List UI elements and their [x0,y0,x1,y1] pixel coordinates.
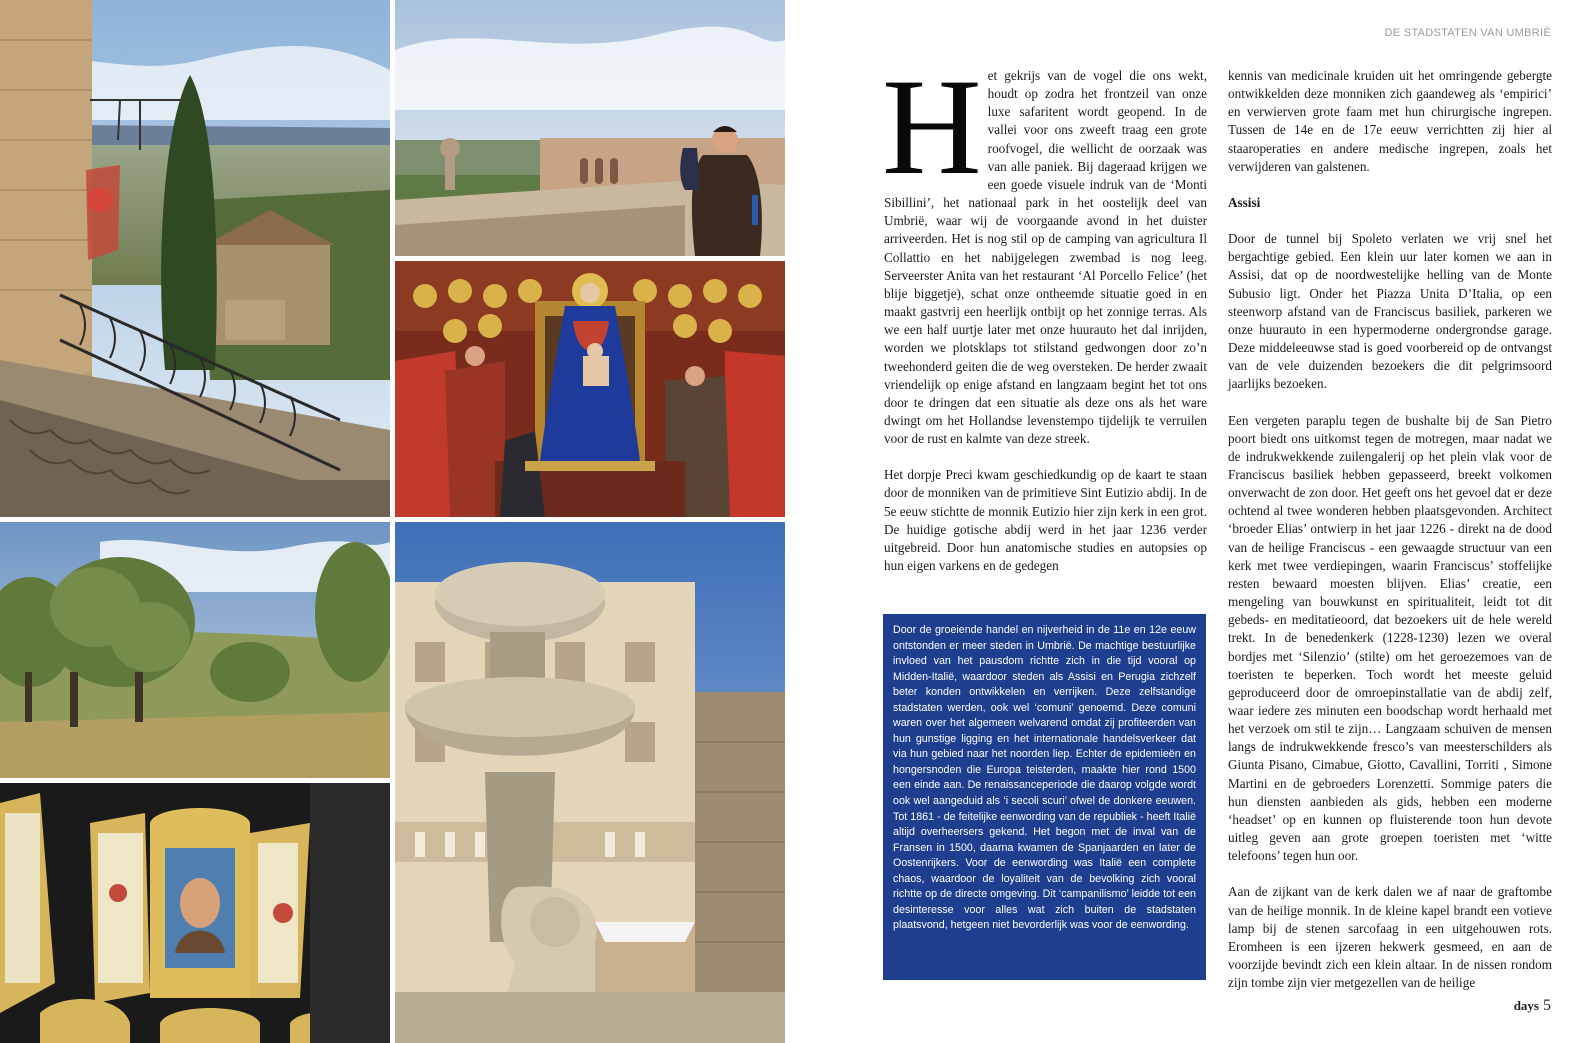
photo-madonna-fresco [395,261,785,517]
page-folio [1514,997,1551,1015]
article-paragraph: Een vergeten paraplu tegen de bushalte bij de San Pietro poort biedt ons uitkomst tegen de motregen, maar nadat we de indrukwekkende zuilengalerij op het plein vlak voor de Franciscus basiliek hebben gepasseerd, breekt volkomen onverwacht de zon door. Het geeft ons het gevoel dat er deze ochtend al twee wonderen hebben plaatsgevonden. Architect ‘broeder Elias’ ontwierp in het jaar 1226 - direkt na de dood van de heilige Franciscus - een gewaagde structuur van een kerk met twee verdiepingen, waarin Franciscus’ stoffelijke resten bewaard moesten blijven. Elias’ creatie, een mengeling van bouwkunst en spiritualiteit, leidt tot dit gebeds- en meditatieoord, dat bezoekers uit de hele wereld trekt. In de benedenkerk (1228-1230) lezen we overal bordjes met ‘Silenzio’ (stilte) om het geroezemoes van de toeristen te beperken. Toch wordt het meeste geluid geproduceerd door de omroepinstallatie van de abdij zelf, waar iedere zes minuten een boodschap wordt herhaald met het verzoek om stil te zijn… Langzaam schuiven de mensen langs de indrukwekkende fresco’s van meesterschilders als Giunta Pisano, Cimabue, Giotto, Cavallini, Torriti , Simone Martini en de gebroeders Lorenzetti. Sommige paters die hun diensten aanbieden als gids, hebben een moderne ‘headset’ op en kunnen op fluisterende toon hun devote uitleg geven aan grote groepen toeristen met ‘witte telefoons’ tegen hun oor. [1228,412,1552,864]
history-sidebar-box [883,614,1206,980]
paragraph-text: et gekrijs van de vogel die ons wekt, houdt op zodra het frontzeil van onze luxe safaritent wordt geopend. In de vallei voor ons zweeft traag een grote roofvogel, die wellicht de oorzaak was van alle paniek. Bij dageraad krijgen we een goede visuele indruk van de ‘Monti Sibillini’, het nationaal park in het oostelijk deel van Umbrië, waar wij de voorgaande avond in het duister arriveerden. Het is nog stil op de camping van agricultura Il Collattio en het nabijgelegen zwembad is nog leeg. Serveerster Anita van het restaurant ‘Al Porcello Felice’ (het blije biggetje), schat onze ontheemde situatie goed in en maakt gastvrij een heerlijk ontbijt op het zonnige terras. Als we een half uurtje later met onze huurauto het dal inrijden, worden we plotsklaps tot stilstand gedwongen door zo’n tweehonderd geiten die de weg oversteken. De herder zwaait vriendelijk op enige afstand en langzaam begint het tot ons door te dringen dat een situatie als deze ons als het ware dwingt om het Hollandse levenstempo tijdelijk te verruilen voor de rust en kalmte van deze streek. [884,68,1207,447]
photo-olive-grove [0,522,390,778]
photo-fountain-square [395,522,785,1043]
article-column-2 [1228,67,1552,992]
article-paragraph [882,50,1207,448]
sidebar-text: Door de groeiende handel en nijverheid in de 11e en 12e eeuw ontstonden er meer steden in Umbrië. De machtige bestuurlijke invloed van het pausdom richtte zich in die tijd vooral op Midden-Italië, waardoor steden als Assisi en Perugia zichzelf beter konden ontwikkelen en verrijken. Deze zelfstandige stadstaten werden, ook wel ‘comuni’ genoemd. Deze comuni waren over het algemeen welvarend omdat zij profiteerden van hun gunstige ligging en het internationale handelsverkeer dat via hun gebied naar het noorden liep. Echter de epidemieën en hongersnoden die Europa teisterden, maakte hier rond 1500 een einde aan. De renaissanceperiode die daarop volgde wordt ook wel aangeduid als ‘i secoli scuri’ ofwel de donkere eeuwen. Tot 1861 - de feitelijke eenwording van de republiek - heeft Italië altijd overheersers gekend. Het begon met de inval van de Fransen in 1500, daarna kwamen de Spanjaarden en later de Oostenrijkers. Voor de eenwording was Italië een complete chaos, waardoor de loyaliteit van de bevolking zich vooral richtte op de directe omgeving. Dit ‘campanilismo’ leidde tot een desinteresse voor alles wat zich buiten de stadstaten plaatsvond, hetgeen niet bevorderlijk was voor de eenwording. [893,624,1196,932]
photo-golden-icons [0,783,390,1043]
drop-cap: H [882,50,982,203]
photo-balcony-view [0,0,390,517]
magazine-name: days [1513,998,1539,1013]
section-heading: Assisi [1228,194,1261,210]
page-number: 5 [1543,997,1551,1014]
article-column-1 [882,50,1207,575]
photo-monk-terrace [395,0,785,256]
article-paragraph: Aan de zijkant van de kerk dalen we af naar de graftombe van de heilige monnik. In de kleine kapel brandt een votieve lamp bij de stenen sarcofaag in een uitgehouwen rots. Eromheen is een ijzeren hekwerk gesmeed, en aan de voorzijde bevindt zich een klein altaar. In de nissen rondom zijn tombe zijn vier metgezellen van de heilige [1228,884,1552,991]
running-head: DE STADSTATEN VAN UMBRIË [1384,27,1551,39]
article-paragraph: kennis van medicinale kruiden uit het omringende gebergte ontwikkelden deze monniken zich gaandeweg als ‘empirici’ en verwierven grote faam met hun chirurgische ingrepen. Tussen de 14e en de 17e eeuw verrichtten zij hier al staaroperaties en andere medische ingrepen, zoals het verwijderen van galstenen. [1228,68,1552,174]
article-paragraph: Door de tunnel bij Spoleto verlaten we vrij snel het bergachtige gebied. Een klein uur later komen we aan in Assisi, dat op de noordwestelijke helling van de Monte Subusio ligt. Onder het Piazza Unita D’Italia, op een steenworp afstand van de Franciscus basiliek, parkeren we onze huurauto in een hypermoderne ondergrondse garage. Deze middeleeuwse stad is goed voorbereid op de ontvangst van de vele duizenden bezoekers die dit pelgrimsoord jaarlijks bezoeken. [1228,231,1552,392]
article-paragraph: Het dorpje Preci kwam geschiedkundig op de kaart te staan door de monniken van de primitieve Sint Eutizio abdij. In de 5e eeuw stichtte de monnik Eutizio hier zijn kerk in een grot. De huidige gotische abdij werd in het jaar 1236 verder uitgebreid. Door hun anatomische studies en autopsies op hun eigen varkens en de gedegen [884,467,1207,574]
